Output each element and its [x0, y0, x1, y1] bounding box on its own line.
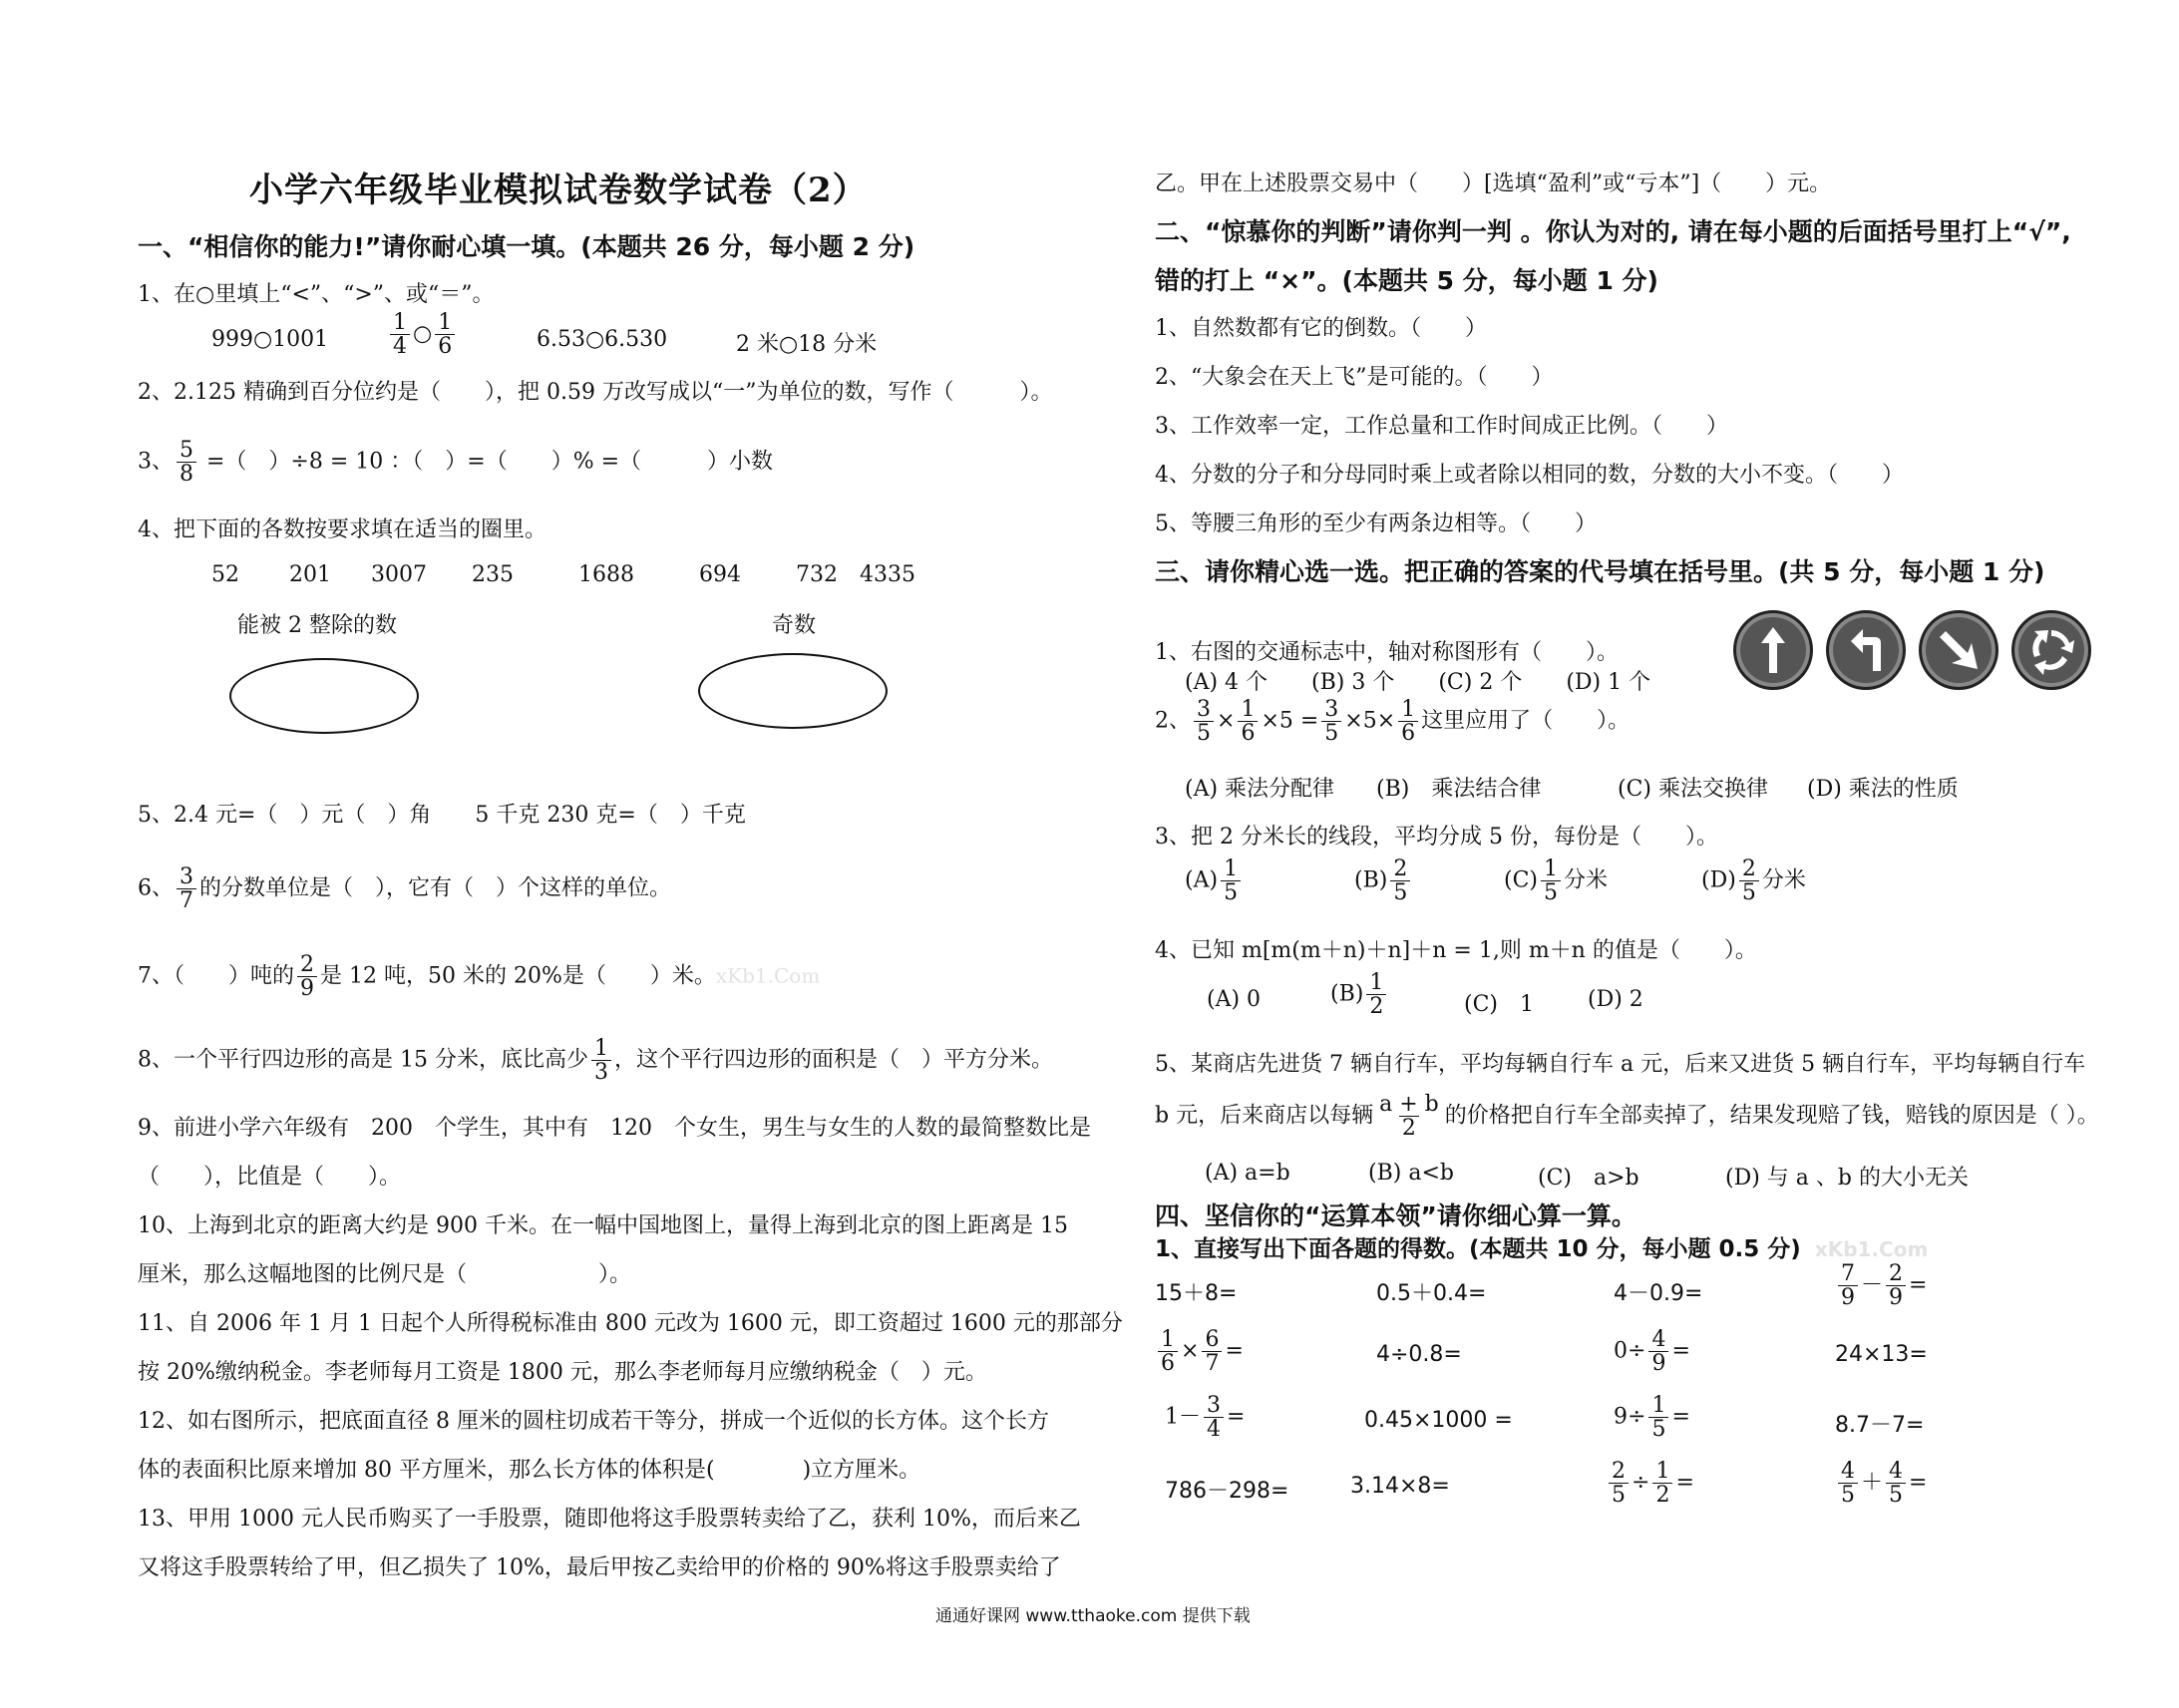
footer-source: 通通好课网 www.tthaoke.com 提供下载 [935, 1606, 1251, 1626]
q4-number: 1688 [578, 562, 634, 587]
choice-4: 4、已知 m[m(m＋n)＋n]＋n = 1,则 m＋n 的值是（ ）。 [1155, 938, 1757, 963]
choice-3: 3、把 2 分米长的线段，平均分成 5 份，每份是（ ）。 [1155, 825, 1718, 850]
q4-number-list [211, 562, 915, 587]
choice-2-option-c: (C) 乘法交换律 [1618, 777, 1768, 802]
calc-r4-d: $\frac{4}{5}$ ＋ $\frac{4}{5}$ = [1835, 1460, 1927, 1507]
calc-r4-b: 3.14×8= [1350, 1474, 1450, 1499]
q4-number: 694 [699, 562, 741, 587]
left-turn-sign-icon [1826, 610, 1906, 690]
choice-2-option-b: (B) 乘法结合律 [1376, 777, 1542, 802]
q4-number: 201 [289, 562, 331, 587]
question-8: 8、一个平行四边形的高是 15 分米，底比高少 $\frac{1}{3}$ ，这个平行四边形的面积是（ ）平方分米。 [138, 1036, 1053, 1086]
choice-2-option-a: (A) 乘法分配律 [1185, 777, 1335, 802]
choice-3-option-d: (D) $\frac{2}{5}$ 分米 [1701, 856, 1806, 906]
judge-2: 2、“大象会在天上飞”是可能的。（ ） [1155, 365, 1554, 390]
section-2-heading-line1: 二、“惊慕你的判断”请你判一判 。你认为对的, 请在每小题的后面括号里打上“√”, [1155, 217, 2071, 246]
choice-4-option-a: (A) 0 [1207, 987, 1262, 1012]
judge-3: 3、工作效率一定，工作总量和工作时间成正比例。（ ） [1155, 414, 1728, 439]
question-13-line1: 13、甲用 1000 元人民币购买了一手股票，随即他将这手股票转卖给了乙，获利 10%，而后来乙 [138, 1507, 1081, 1532]
choice-5-option-a: (A) a=b [1205, 1161, 1290, 1186]
choice-5-line1: 5、某商店先进货 7 辆自行车，平均每辆自行车 a 元，后来又进货 5 辆自行车，平均每辆自行车 [1155, 1052, 2086, 1077]
q1-item-a: 999○1001 [211, 327, 329, 352]
question-9-line1: 9、前进小学六年级有 200 个学生，其中有 120 个女生，男生与女生的人数的最简整数比是 [138, 1116, 1091, 1141]
question-1: 1、在○里填上“<”、“>”、或“＝”。 [138, 282, 495, 307]
question-13-line3: 乙。甲在上述股票交易中（ ）[选填“盈利”或“亏本”]（ ）元。 [1155, 171, 1832, 196]
choice-4-option-c: (C) 1 [1464, 992, 1534, 1017]
q4-number: 3007 [371, 562, 427, 587]
section-1-heading: 一、“相信你的能力!”请你耐心填一填。(本题共 26 分，每小题 2 分) [138, 232, 915, 261]
q1-item-d: 2 米○18 分米 [736, 332, 878, 357]
choice-3-option-a: (A) $\frac{1}{5}$ [1185, 857, 1244, 904]
question-2: 2、2.125 精确到百分位约是（ ），把 0.59 万改写成以“一”为单位的数，写作（ ）。 [138, 380, 1053, 405]
calc-r1-a: 15＋8= [1155, 1281, 1238, 1306]
calc-r1-b: 0.5＋0.4= [1376, 1281, 1487, 1306]
calc-r2-b: 4÷0.8= [1376, 1342, 1462, 1367]
calc-r3-d: 8.7－7= [1835, 1413, 1925, 1438]
judge-4: 4、分数的分子和分母同时乘上或者除以相同的数，分数的大小不变。（ ） [1155, 463, 1904, 488]
question-4: 4、把下面的各数按要求填在适当的圈里。 [138, 517, 546, 542]
judge-1: 1、自然数都有它的倒数。（ ） [1155, 316, 1487, 341]
answer-circle-even[interactable] [229, 658, 419, 734]
q4-label-odd: 奇数 [772, 613, 817, 638]
question-6: 6、 $\frac{3}{7}$ 的分数单位是（ ），它有（ ）个这样的单位。 [138, 864, 672, 914]
choice-5-option-d: (D) 与 a 、b 的大小无关 [1725, 1166, 1969, 1191]
calc-r3-a: 1－ $\frac{3}{4}$ = [1165, 1393, 1246, 1443]
watermark: xKb1.Com [1814, 1237, 1929, 1261]
calc-r3-c: 9÷ $\frac{1}{5}$ = [1614, 1393, 1690, 1443]
watermark: xKb1.Com [715, 963, 821, 988]
choice-2: 2、 $\frac{3}{5}$ × $\frac{1}{6}$ ×5 = $\frac{3}{5}$ ×5× $\frac{1}{6}$ 这里应用了（ ）。 [1155, 697, 1631, 747]
answer-circle-odd[interactable] [698, 653, 888, 729]
q4-number: 732 [796, 562, 838, 587]
choice-4-option-d: (D) 2 [1588, 987, 1643, 1012]
question-12-line1: 12、如右图所示，把底面直径 8 厘米的圆柱切成若干等分，拼成一个近似的长方体。这个长方 [138, 1409, 1049, 1434]
calc-r4-a: 786－298= [1165, 1479, 1289, 1504]
question-5: 5、2.4 元=（ ）元（ ）角 5 千克 230 克=（ ）千克 [138, 803, 746, 828]
calc-r2-d: 24×13= [1835, 1342, 1928, 1367]
calc-r4-c: $\frac{2}{5}$ ÷ $\frac{1}{2}$ = [1606, 1460, 1694, 1507]
section-3-heading: 三、请你精心选一选。把正确的答案的代号填在括号里。(共 5 分，每小题 1 分) [1155, 557, 2045, 586]
question-10-line2: 厘米，那么这幅地图的比例尺是（ ）。 [138, 1262, 632, 1287]
choice-1: 1、右图的交通标志中，轴对称图形有（ ）。 [1155, 640, 1619, 665]
choice-2-option-d: (D) 乘法的性质 [1807, 777, 1959, 802]
q1-item-b: $\frac{1}{4}$ ○ $\frac{1}{6}$ [387, 311, 458, 358]
calc-r1-c: 4－0.9= [1614, 1281, 1703, 1306]
q4-number: 4335 [860, 562, 915, 587]
question-11-line2: 按 20%缴纳税金。李老师每月工资是 1800 元，那么李老师每月应缴纳税金（ ）元。 [138, 1360, 987, 1385]
question-12-line2: 体的表面积比原来增加 80 平方厘米，那么长方体的体积是( )立方厘米。 [138, 1458, 921, 1483]
choice-4-option-b: (B) $\frac{1}{2}$ [1330, 971, 1389, 1018]
section-4-sub: 1、直接写出下面各题的得数。(本题共 10 分，每小题 0.5 分) xKb1.Com [1155, 1236, 1929, 1262]
judge-5: 5、等腰三角形的至少有两条边相等。（ ） [1155, 512, 1597, 536]
question-11-line1: 11、自 2006 年 1 月 1 日起个人所得税标准由 800 元改为 1600 元，即工资超过 1600 元的那部分 [138, 1311, 1123, 1336]
section-2-heading-line2: 错的打上 “×”。(本题共 5 分，每小题 1 分) [1155, 266, 1658, 295]
calc-r2-c: 0÷ $\frac{4}{9}$ = [1614, 1327, 1690, 1377]
roundabout-sign-icon [2011, 610, 2091, 690]
choice-1-options: (A) 4 个 (B) 3 个 (C) 2 个 (D) 1 个 [1185, 670, 1651, 695]
q1-item-c: 6.53○6.530 [537, 327, 668, 352]
q4-label-even: 能被 2 整除的数 [237, 613, 397, 638]
down-right-arrow-sign-icon [1919, 610, 1998, 690]
choice-3-option-b: (B) $\frac{2}{5}$ [1354, 857, 1413, 904]
calc-r3-b: 0.45×1000 = [1364, 1408, 1513, 1433]
q4-number: 235 [472, 562, 514, 587]
page-title: 小学六年级毕业模拟试卷数学试卷（2） [249, 171, 868, 210]
up-arrow-sign-icon [1733, 610, 1813, 690]
choice-3-option-c: (C) $\frac{1}{5}$ 分米 [1504, 856, 1609, 906]
question-3: 3、 $\frac{5}{8}$ =（ ）÷8 = 10 ：（ ）=（ ）% =（ ）小数 [138, 438, 774, 488]
question-9-line2: （ ），比值是（ ）。 [138, 1165, 402, 1190]
question-13-line2: 又将这手股票转给了甲，但乙损失了 10%，最后甲按乙卖给甲的价格的 90%将这手股票卖给了 [138, 1555, 1061, 1580]
choice-5-option-b: (B) a<b [1368, 1161, 1454, 1186]
calc-r1-d: $\frac{7}{9}$ － $\frac{2}{9}$ = [1835, 1262, 1927, 1309]
section-4-heading: 四、坚信你的“运算本领”请你细心算一算。 [1155, 1201, 1636, 1230]
calc-r2-a: $\frac{1}{6}$ × $\frac{6}{7}$ = [1155, 1328, 1244, 1375]
q4-number: 52 [211, 562, 239, 587]
choice-5-line2: b 元，后来商店以每辆 $\frac{a + b}{2}$ 的价格把自行车全部卖掉了，结果发现赔了钱，赔钱的原因是（ ）。 [1155, 1092, 2099, 1142]
question-10-line1: 10、上海到北京的距离大约是 900 千米。在一幅中国地图上，量得上海到北京的图上距离是 15 [138, 1213, 1068, 1238]
choice-5-option-c: (C) a>b [1538, 1166, 1639, 1191]
question-7: 7、（ ）吨的 $\frac{2}{9}$ 是 12 吨，50 米的 20%是（ ）米。xKb1.Com [138, 952, 821, 1002]
